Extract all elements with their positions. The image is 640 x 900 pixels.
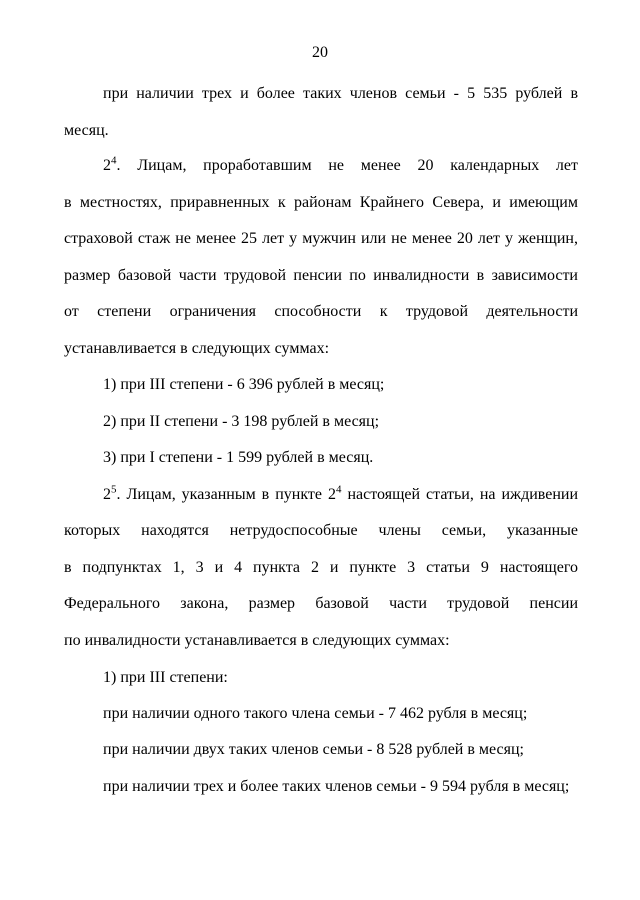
text-line: по инвалидности устанавливается в следующих суммах: <box>64 632 450 649</box>
text-line: которых находятся нетрудоспособные члены семьи, указанные <box>64 522 578 539</box>
text-line: в подпунктах 1, 3 и 4 пункта 2 и пункте 3 статьи 9 настоящего <box>64 559 578 576</box>
text-line: при наличии двух таких членов семьи - 8 528 рублей в месяц; <box>103 741 524 758</box>
paragraph-marker: $2^4$. <box>103 154 121 174</box>
text-line: месяц. <box>64 122 109 139</box>
paragraph-2-4-first-line <box>103 154 578 175</box>
text-line: при наличии трех и более таких членов семьи - 5 535 рублей в <box>103 85 578 102</box>
text-line: 1) при III степени - 6 396 рублей в месяц; <box>103 376 385 393</box>
text-line: 1) при III степени: <box>103 669 228 686</box>
text-line-fragment: настоящей статьи, на иждивении <box>347 486 579 503</box>
paragraph-2-5-first-line <box>103 483 579 504</box>
page-number: 20 <box>312 44 328 61</box>
text-line: страховой стаж не менее 25 лет у мужчин или не менее 20 лет у женщин, <box>64 230 578 247</box>
text-line-fragment: Лицам, проработавшим не менее 20 календарных лет <box>137 157 578 174</box>
text-line: Федерального закона, размер базовой части трудовой пенсии <box>64 595 578 612</box>
text-line: 3) при I степени - 1 599 рублей в месяц. <box>103 449 374 466</box>
text-line: в местностях, приравненных к районам Крайнего Севера, и имеющим <box>64 194 578 211</box>
text-line: размер базовой части трудовой пенсии по инвалидности в зависимости <box>64 267 578 284</box>
text-line: при наличии одного такого члена семьи - 7 462 рубля в месяц; <box>103 705 528 722</box>
reference-marker: $2^4$ <box>327 483 342 503</box>
text-line-fragment: Лицам, указанным в пункте <box>126 486 322 503</box>
paragraph-marker: $2^5$. <box>103 483 121 503</box>
text-line: от степени ограничения способности к трудовой деятельности <box>64 303 578 320</box>
text-line: устанавливается в следующих суммах: <box>64 340 330 357</box>
text-line: 2) при II степени - 3 198 рублей в месяц; <box>103 413 380 430</box>
text-line: при наличии трех и более таких членов семьи - 9 594 рубля в месяц; <box>103 778 570 795</box>
